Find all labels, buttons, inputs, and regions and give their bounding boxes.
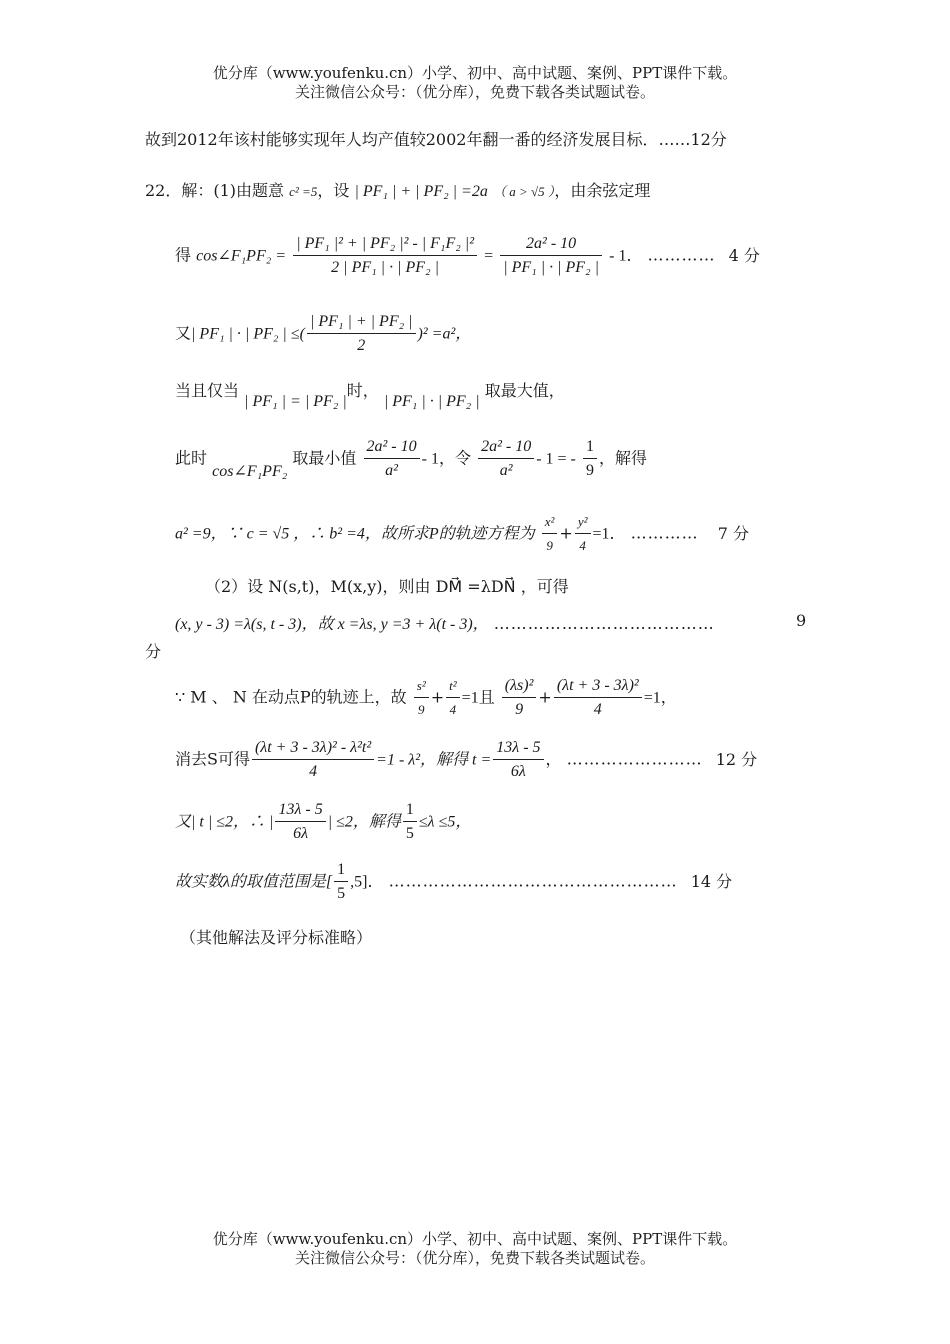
cos-den-2: | PF₁ | · | PF₂ | — [503, 259, 600, 276]
mn-eq2: =1， — [643, 689, 677, 707]
mn-on-ellipse-line — [175, 676, 677, 720]
part2-line: （2）设 N(s,t)，M(x,y)，则由 DM⃗ =λDN⃗ ，可得 — [205, 577, 569, 596]
dang-shi: 时， — [346, 381, 379, 400]
cishi-min: 取最小值 — [292, 448, 357, 468]
dang-cond: | PF₁ | = | PF₂ | — [244, 393, 347, 410]
xq-tnum: 13λ - 5 — [493, 738, 543, 760]
ling-eq: - 1 = - — [536, 450, 576, 468]
you2-prefix: 又| t | ≤2，∴ | — [175, 813, 274, 831]
xq-fraction — [252, 738, 374, 782]
ling-den: a² — [499, 462, 513, 479]
score-12: 12 分 — [715, 749, 758, 769]
cos-den-1: 2 | PF₁ | · | PF₂ | — [331, 259, 439, 276]
ellipse-equation-line — [175, 512, 749, 556]
you2-tail: ≤λ ≤5， — [418, 813, 472, 831]
mn-s-fraction — [414, 676, 429, 720]
ellipse-x-fraction — [542, 512, 558, 556]
you2-mid: | ≤2，解得 — [327, 813, 401, 831]
you2-den: 6λ — [293, 825, 309, 842]
mn-eq1: =1且 — [461, 689, 495, 707]
xq-tden: 6λ — [510, 763, 526, 780]
dots-7: ………… — [630, 523, 699, 543]
header-line-2: 关注微信公众号：（优分库），免费下载各类试题试卷。 — [294, 83, 655, 101]
lambda-range-line — [175, 800, 471, 844]
conclusion-line: 故到2012年该村能够实现年人均产值较2002年翻一番的经济发展目标．……12分 — [145, 130, 727, 149]
ell-eq1: =1． — [592, 525, 626, 543]
c-squared-eq: c² =5 — [289, 184, 318, 199]
mn-tnum: t² — [446, 676, 460, 698]
ell-xnum: x² — [542, 512, 558, 534]
mn-lden: 9 — [515, 701, 524, 718]
de: 得 — [175, 245, 192, 265]
mn-tden: 4 — [449, 702, 457, 717]
you2-fnum: 1 — [403, 800, 417, 822]
other-methods-note: （其他解法及评分标准略） — [180, 928, 373, 947]
dots-4: ………… — [647, 245, 716, 265]
score-14: 14 分 — [690, 871, 733, 891]
q22-intro: 22．解：(1)由题意 — [145, 181, 285, 200]
mn-rnum: (λt + 3 - 3λ)² — [554, 676, 642, 698]
xq-t-fraction — [493, 738, 543, 782]
q22-she: ，设 — [317, 181, 350, 200]
ling-fraction — [478, 437, 534, 481]
cos-num-1: | PF₁ |² + | PF₂ |² - | F₁F₂ |² — [293, 234, 477, 256]
a-condition: （ a > √5 ） — [492, 184, 555, 199]
dots-14: …………………………………………… — [388, 871, 678, 891]
cishi: 此时 — [175, 448, 208, 468]
you2-num: 13λ - 5 — [275, 800, 325, 822]
plus-sign-3: + — [538, 687, 552, 707]
mn-lnum: (λs)² — [502, 676, 537, 698]
ling-num: 2a² - 10 — [478, 437, 534, 459]
cishi-fraction — [364, 437, 420, 481]
you-den: 2 — [357, 337, 366, 354]
ling-rden: 9 — [585, 462, 594, 479]
vector-eq-line — [175, 611, 715, 634]
footer-line-2: 关注微信公众号：（优分库），免费下载各类试题试卷。 — [294, 1249, 655, 1267]
ell-ynum: y² — [575, 512, 591, 534]
dang-prod: | PF₁ | · | PF₂ | — [383, 393, 480, 410]
inequality-line — [175, 312, 471, 356]
range-prefix: 故实数λ的取值范围是[ — [175, 873, 333, 891]
you2-one-fifth — [403, 800, 417, 844]
ling-rnum: 1 — [583, 437, 597, 459]
cos-lhs: cos∠F₁PF₂ = — [196, 247, 287, 265]
plus-sign-2: + — [430, 687, 445, 707]
dang-prefix: 当且仅当 — [175, 381, 240, 400]
minus-one: - 1． — [609, 247, 643, 265]
mn-l-fraction — [502, 676, 537, 720]
xq-num: (λt + 3 - 3λ)² - λ²t² — [252, 738, 374, 760]
cos-fraction-2 — [500, 234, 602, 278]
sum-focal-distances: | PF₁ | + | PF₂ | =2a — [354, 183, 488, 200]
plus-sign: + — [559, 523, 573, 543]
jiede: ，解得 — [598, 448, 647, 468]
header-banner — [0, 64, 950, 102]
cishi-den: a² — [385, 462, 398, 479]
cishi-m1: - 1 — [421, 450, 439, 468]
ell-xden: 9 — [546, 538, 553, 553]
mn-prefix: ∵ M 、 N 在动点P的轨迹上，故 — [175, 687, 407, 707]
eliminate-s-line — [175, 738, 757, 782]
mn-t-fraction — [446, 676, 460, 720]
equals-sign: = — [484, 247, 494, 265]
xq-mid: =1 - λ²，解得 t = — [376, 751, 492, 769]
footer-line-1: 优分库（www.youfenku.cn）小学、初中、高中试题、案例、PPT课件下载。 — [212, 1230, 738, 1248]
min-value-line — [175, 437, 647, 481]
cosine-formula-line — [175, 234, 760, 278]
xq-prefix: 消去S可得 — [175, 749, 250, 769]
score-7: 7 分 — [717, 523, 749, 543]
final-range-line — [175, 860, 732, 904]
xq-comma: ， — [545, 749, 562, 769]
cishi-num: 2a² - 10 — [364, 437, 420, 459]
ellipse-y-fraction — [575, 512, 591, 556]
range-tail: ,5]． — [350, 873, 384, 891]
mn-rden: 4 — [593, 701, 602, 718]
q22-intro-line — [145, 178, 650, 201]
score-4: 4 分 — [728, 245, 760, 265]
range-num: 1 — [334, 860, 348, 882]
footer-banner — [0, 1230, 950, 1268]
p2-eq: (x, y - 3) =λ(s, t - 3)，故 x =λs, y =3 + λ(t - 3)， — [175, 616, 489, 633]
ell-yden: 4 — [579, 538, 586, 553]
a2-line: a² =9，∵ c = √5 ，∴ b² =4，故所求P的轨迹方程为 — [175, 525, 535, 543]
ling-result-fraction — [583, 437, 597, 481]
dots-9: ………………………………… — [493, 614, 715, 633]
you2-fraction — [275, 800, 325, 844]
mn-r-fraction — [554, 676, 642, 720]
range-fraction — [334, 860, 348, 904]
you-expr: | PF₁ | · | PF₂ | ≤( — [191, 325, 305, 343]
cos-fraction-1 — [293, 234, 477, 278]
dots-12: …………………… — [566, 749, 703, 769]
you-prefix: 又 — [175, 323, 192, 343]
equality-condition-line — [175, 378, 565, 410]
score-9b: 分 — [145, 642, 162, 661]
dang-max: 取最大值， — [484, 381, 565, 400]
cishi-cos: cos∠F₁PF₂ — [212, 462, 288, 480]
cos-num-2: 2a² - 10 — [500, 234, 602, 256]
you2-fden: 5 — [405, 825, 414, 842]
header-line-1: 优分库（www.youfenku.cn）小学、初中、高中试题、案例、PPT课件下载。 — [212, 64, 738, 82]
xq-den: 4 — [309, 763, 318, 780]
you-fraction — [307, 312, 416, 356]
ling: ，令 — [438, 448, 471, 468]
mn-sden: 9 — [418, 702, 425, 717]
you-num: | PF₁ | + | PF₂ | — [307, 312, 416, 334]
range-den: 5 — [337, 885, 346, 902]
mn-snum: s² — [414, 676, 429, 698]
you-tail: )² =a²， — [417, 325, 472, 343]
score-9a: 9 — [796, 611, 807, 630]
q22-cosine-law: ，由余弦定理 — [554, 181, 651, 200]
